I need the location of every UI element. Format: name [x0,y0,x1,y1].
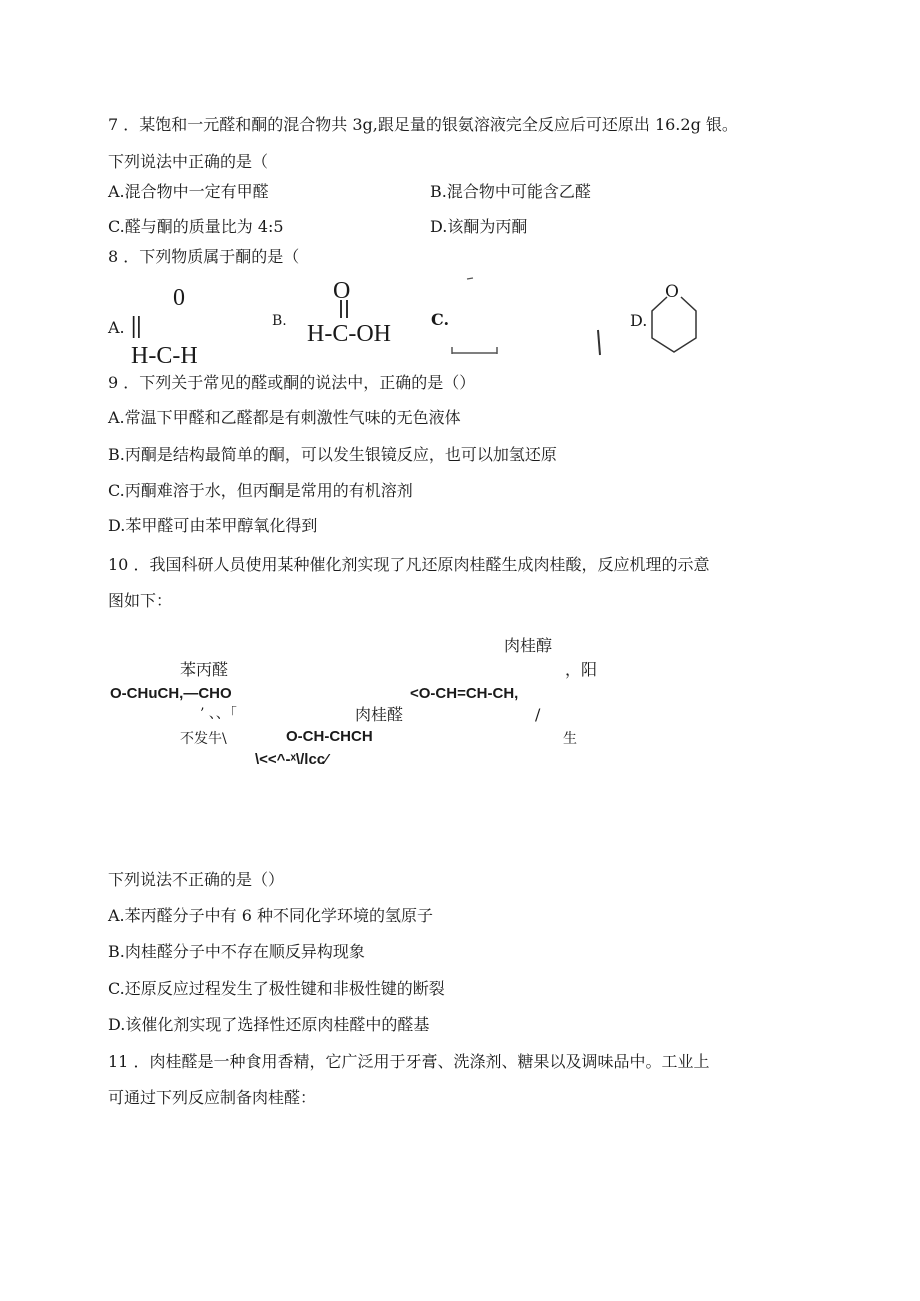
q8-option-a-formula: H-C-H [131,343,198,369]
q9-option-a: A.常温下甲醛和乙醛都是有刺激性气味的无色液体 [108,408,461,427]
formula-rouguichun: <O-CH=CH-CH, [410,685,519,702]
q8-option-b-double-bond [338,300,352,320]
q10-option-c: C.还原反应过程发生了极性键和非极性键的断裂 [108,979,445,998]
q10-option-b: B.肉桂醛分子中不存在顺反异构现象 [108,942,365,961]
q10-option-a: A.苯丙醛分子中有 6 种不同化学环境的氢原子 [108,906,433,925]
label-rouguichun: 肉桂醇 [504,636,553,655]
q7-stem: 7 ．某饱和一元醛和酮的混合物共 3g,跟足量的银氨溶液完全反应后可还原出 16.2g 银。 [108,115,738,134]
q9-option-d: D.苯甲醛可由苯甲醇氧化得到 [108,516,318,535]
label-benbingquan: 苯丙醛 [180,660,229,679]
q7-question: 下列说法中正确的是（ [108,152,269,171]
label-bufasheng: 不发牛\ [180,731,227,747]
q7-option-b: B.混合物中可能含乙醛 [430,182,591,201]
q8-option-a-double-bond: || [131,313,142,339]
formula-rouguiquan: O-CH-CHCH [286,728,373,745]
arrow-slash: / [535,705,541,724]
q7-option-c: C.醛与酮的质量比为 4:5 [108,217,284,236]
label-yang: ，阳 [565,660,598,679]
q11-stem-line1: 11 ．肉桂醛是一种食用香精，它广泛用于牙膏、洗涤剂、糖果以及调味品中。工业上 [108,1052,710,1071]
formula-benbingquan: O-CHuCH,—CHO [110,685,232,702]
q8-option-c-structure [440,275,600,365]
label-rouguiquan: 肉桂醛 [355,705,404,724]
q8-option-b-formula: H-C-OH [307,321,391,347]
q8-option-d-label: D. [630,311,648,330]
q7-option-d: D.该酮为丙酮 [430,217,528,236]
formula-bottom: \<<^-ˣ\/lcc⁄ [255,751,328,768]
label-sheng: 生 [563,731,577,747]
q11-stem-line2: 可通过下列反应制备肉桂醛： [108,1088,317,1107]
arrow-marks: ’ 、、「 [200,706,237,722]
q10-stem-line2: 图如下： [108,591,173,610]
q9-option-b: B.丙酮是结构最简单的酮，可以发生银镜反应，也可以加氢还原 [108,445,557,464]
q8-option-a-oxygen: 0 [173,285,185,311]
q8-option-d-oxygen: O [665,282,679,302]
q8-option-c-label: C. [431,310,450,329]
q10-stem-line1: 10 ．我国科研人员使用某种催化剂实现了凡还原肉桂醛生成肉桂酸，反应机理的示意 [108,555,710,574]
q9-stem: 9 ．下列关于常见的醛或酮的说法中，正确的是（） [108,373,476,392]
q8-option-b-label: B. [272,313,287,329]
q8-option-b-oxygen: O [333,278,351,304]
q9-option-c: C.丙酮难溶于水，但丙酮是常用的有机溶剂 [108,481,413,500]
q10-question: 下列说法不正确的是（） [108,870,285,889]
q7-option-a: A.混合物中一定有甲醛 [108,182,269,201]
q8-option-a-label: A. [108,318,125,337]
q10-option-d: D.该催化剂实现了选择性还原肉桂醛中的醛基 [108,1015,430,1034]
q8-stem: 8 ．下列物质属于酮的是（ [108,247,300,266]
